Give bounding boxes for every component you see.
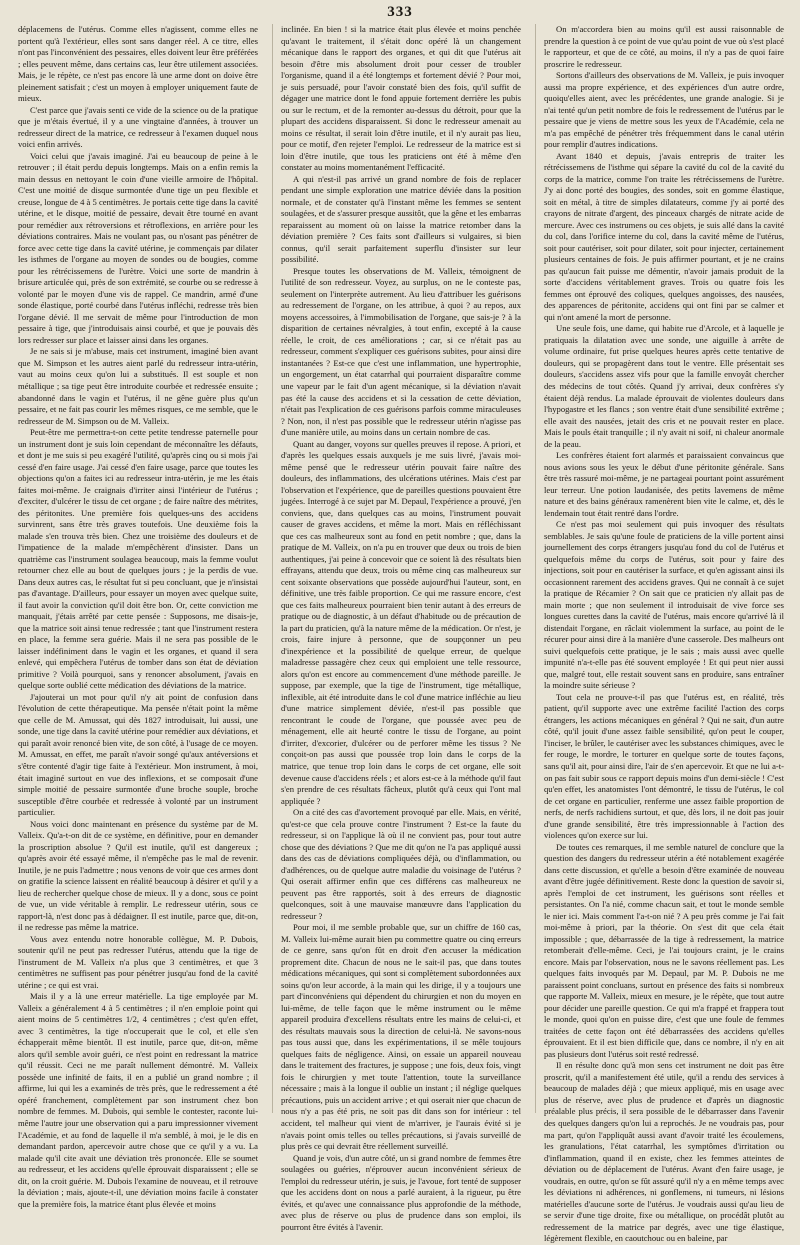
paragraph: C'est parce que j'avais senti ce vide de la science ou de la pratique que je m'étais évertué, il y a une vingtaine d'années, à trouver un redresseur direct de la matrice, ce redresseur à l'examen duquel nous voici enfin arrivés. [18, 104, 258, 150]
paragraph: Quand je vois, d'un autre côté, un si grand nombre de femmes être soulagées ou guéries, n'éprouver aucun inconvénient sérieux de l'emploi du redresseur utérin, je suis, je l'avoue, fort tenté de supposer que les accidens dont on nous a parlé auraient, à la rigueur, pu être évités, et qu'avec une connaissance plus approfondie de la méthode, avec plus de réserve ou plus de prudence dans son emploi, ils pourront être évités à l'avenir. [281, 1152, 521, 1232]
paragraph: Une seule fois, une dame, qui habite rue d'Arcole, et à laquelle je pratiquais la dilatation avec une sonde, une aiguille à arrête de volume ordinaire, fut prise quelques heures après cette tentative de douleurs, qui se propagèrent dans tout le ventre. Elle présentait ses douleurs, s'accidens assez vifs pour que la famille envoyât chercher des médecins de tout côtés. Quand j'y arrivai, deux confrères s'y étaient déjà rendus. La malade éprouvait de violentes douleurs dans l'hypogastre et les flancs ; son ventre était d'une sensibilité extrême ; elle avait des nausées, jetait des cris et ne pouvait rester en place. Mais le pouls était tranquille ; il n'y avait ni soif, ni chaleur anormale de la peau. [544, 323, 784, 449]
paragraph: Mais il y a là une erreur matérielle. La tige employée par M. Valleix a généralement 4 à 5 centimètres ; il n'en emploie point qui aient moins de 5 centimètres 1/2, 4 centimètres ; c'est qu'en effet, avec 3 centimètres, la tige n'occuperait que le col, et elle s'en échapperait même bientôt. Il est inutile, parce que, dit-on, même alors qu'il semble avoir guéri, ce n'est point en redressant la matrice qu'il réussit. Ceci ne me paraît nullement démontré. M. Valleix possède une infinité de faits, il en a publié un grand nombre ; il affirme, lui qui les a examinés de très près, que le redressement a été opéré franchement, complètement par son instrument chez bon nombre de femmes. M. Dubois, qui semble le contester, raconte lui-même l'autre jour une observation qui a paru impressionner vivement l'Académie, et au fond de laquelle il m'a semblé, à moi, je le dis en demandant pardon, apercevoir autre chose que ce qu'il y a vu. La malade qu'il cite avait une déviation très prononcée. Elle se soumet au redresseur, et les accidens qu'elle éprouvait disparaissent ; elle se dit, on la croit guérie. M. Dubois l'examine de nouveau, et il retrouve la déviation ; mais, ajoute-t-il, une déviation moins facile à constater que la première fois, la matrice étant plus élevée et moins [18, 991, 258, 1209]
paragraph: On m'accordera bien au moins qu'il est aussi raisonnable de prendre la question à ce point de vue qu'au point de vue où s'est placé le rapporteur, et que de ce côté, au moins, il n'y a pas de quoi faire proscrire le redresseur. [544, 24, 784, 69]
paragraph: Peut-être me permettra-t-on cette petite tendresse paternelle pour un instrument dont je suis loin cependant de méconnaître les défauts, et dont je me suis si peu exagéré l'utilité, qu'après cinq ou si mois j'ai cessé d'en faire usage. J'ai cessé d'en faire usage, parce que toutes les objections qu'on a faites ici au redresseur intra-utérin, je me les étais faites moi-même. Je craignais d'irriter ainsi l'intérieur de l'utérus ; d'exciter, d'ulcérer le tissu de cet organe ; de faire naître des métrites, des péritonites. Une première fois quelques-uns des accidens survinrent, sans être très graves toutefois. Une deuxième fois la malade s'en trouva très bien. Chez une troisième des douleurs et de l'impatience de la malade m'empêchèrent d'insister. Dans un quatrième cas l'instrument soulagea beaucoup, mais la femme voulut retourner chez elle au bout de quelques jours ; je la perdis de vue. Dans deux autres cas, le résultat fut si peu concluant, que je n'insistai pas d'avantage. D'ailleurs, pour essayer un moyen avec quelque suite, il faut avoir la conviction qu'il doit être bon. Or, cette conviction me manquait, j'étais arrêté par cette pensée : Supposons, me disais-je, que la matrice soit ainsi tenue redressée ; tant que l'instrument restera en place, la femme sera guérie. Mais il ne sera pas possible de le laisser indéfiniment dans le vagin et les organes, et quand il sera enlevé, qui empêchera l'utérus de tomber dans son état de déviation primitive ? Voilà pourquoi, sans y renoncer absolument, j'avais en quelque sorte oublié cette médication des déviations de la matrice. [18, 427, 258, 691]
paragraph: Presque toutes les observations de M. Valleix, témoignent de l'utilité de son redresseur. Voyez, au surplus, on ne le conteste pas, seulement on l'interprète autrement. Au lieu d'attribuer les guérisons au redressement de l'organe, on les attribue, à quoi ? au repos, aux moyens accessoires, à l'immobilisation de l'organe, que sais-je ? à la disparition de certaines névralgies, à tout enfin, excepté à la cause réelle, le croit, de ces améliorations ; car, si ce n'était pas au redresseur, comment s'expliquer ces guérisons subites, pour ainsi dire instantanées ? Est-ce que c'est une inflammation, une hypertrophie, un engorgement, un état catarrhal qui pourraient disparaître comme une vapeur par le fait d'un agent mécanique, si la déviation n'avait pas été la cause des accidens et si la cessation de cette déviation, n'était pas l'explication de ces guérisons parfois comme miraculeuses ? Non, non, il n'est pas possible que le redresseur utérin n'agisse pas d'une manière utile, au moins dans un certain nombre de cas. [281, 265, 521, 438]
paragraph: Sortons d'ailleurs des observations de M. Valleix, je puis invoquer aussi ma propre expérience, et des expériences d'un autre ordre, quoiqu'elles aient, avec les précédentes, une grande analogie. Si je n'ai tenté qu'un petit nombre de fois le redressement de l'utérus par le pessaire que je viens de mettre sous les yeux de l'Académie, cela ne m'a pas empêché de pénétrer très fréquemment dans le canal utérin pour remplir d'autres indications. [544, 70, 784, 150]
page-number: 333 [387, 4, 413, 20]
paragraph: Il en résulte donc qu'à mon sens cet instrument ne doit pas être proscrit, qu'il a manifestement été utile, qu'il a rendu des services à beaucoup de malades déjà ; que mieux appliqué, mis en usage avec plus de réserve, avec plus de prudence et d'après un diagnostic préalable plus précis, il sera possible de le débarrasser dans l'avenir des quelques dangers qu'on lui a reprochés. Je ne voudrais pas, pour ma part, qu'on l'appliquât aussi avant d'avoir traité les écoulemens, les granulations, l'état catarrhal, les symptômes d'irritation ou d'inflammation, quand il en existe, chez les femmes atteintes de déviation ou de déplacement de l'utérus. Avant d'en faire usage, je voudrais, en outre, qu'on se fût assuré qu'il n'y a en même temps avec les déviations ni adhérences, ni gonflemens, ni tumeurs, ni lésions matérielles d'aucune sorte de l'utérus. Je voudrais aussi qu'au lieu de se servir d'une tige droite, fixe ou métallique, on procédât plutôt au redressement de la matrice par degrés, avec une tige élastique, légèrement flexible, en caoutchouc ou en baleine, par [544, 1060, 784, 1244]
paragraph: A qui n'est-il pas arrivé un grand nombre de fois de replacer pendant une simple exploration une matrice déviée dans la position normale, et de constater qu'à l'instant même les femmes se sentent soulagées, et de s'assurer presque aussitôt, que la gêne et les embarras reparaissent au moment où on laisse la matrice retomber dans la déviation première ? Ces faits sont d'ailleurs si vulgaires, si bien connus, qu'il serait parfaitement superflu d'insister sur leur possibilité. [281, 173, 521, 265]
paragraph: Vous avez entendu notre honorable collègue, M. P. Dubois, soutenir qu'il ne peut pas redresser l'utérus, attendu que la tige de l'instrument de M. Valleix n'a plus que 3 centimètres, et que 3 centimètres ne suffisent pas pour pénétrer jusqu'au fond de la cavité utérine ; ce qui est vrai. [18, 933, 258, 990]
paragraph: Pour moi, il me semble probable que, sur un chiffre de 160 cas, M. Valleix lui-même aurait bien pu commettre quatre ou cinq erreurs de ce genre, sans qu'on fût en droit d'en accuser la médication proprement dite. Chacun de nous ne le sait-il pas, que dans toutes médications mécaniques, qui sont si complètement subordonnées aux soins qu'on leur accorde, à la main qui les dirige, il y a toujours une part d'inconvéniens qui dépendent du chirurgien et non du moyen en lui-même, de telle façon que le même instrument ou le même appareil produira d'excellens résultats entre les mains de celui-ci, et des résultats mauvais sous la direction de celui-là. Ne savons-nous pas tous aussi que, dans les expérimentations, il se mêle toujours quelques faits de négligence. Ainsi, on essaie un appareil nouveau dans le traitement des fractures, je suppose ; une fois, deux fois, vingt fois le chirurgien y met toute l'attention, toute la surveillance nécessaire ; mais à la longue il oublie un instant ; il néglige quelques précautions, puis un accident arrive ; et qui oserait nier que chacun de nous n'y a pas été pris, ne soit pas dit dans son for intérieur : tel accident, tel malheur qui vient de m'arriver, je l'aurais évité si je n'avais point omis telles ou telles précautions, si j'avais surveillé de plus près ce qui devrait être réellement surveillé. [281, 922, 521, 1152]
paragraph: inclinée. En bien ! si la matrice était plus élevée et moins penchée qu'avant le traitement, il s'était donc opéré là un changement mécanique dans le rapport des organes, et qui dit que l'utérus ait besoin d'être mis absolument droit pour cesser de troubler l'organisme, quand il a été longtemps et fortement dévié ? Pour moi, je suis persuadé, pour l'avoir constaté bien des fois, qu'il suffit de dégager une matrice dont le fond appuie fortement derrière les pubis ou sur le rectum, et de la remonter au-dessus du détroit, pour que la plupart des accidens disparaissent. Si donc le redresseur amenait au moins ce résultat, il serait loin d'être inutile, et il n'y aurait pas lieu, pour ce motif, d'en rejeter l'emploi. Le redresseur de la matrice est si loin d'être inutile, que tous les praticiens ont été à même d'en constater au moins momentanément l'efficacité. [281, 24, 521, 173]
paragraph: Quant au danger, voyons sur quelles preuves il repose. A priori, et d'après les quelques essais auxquels je me suis livré, j'avais moi-même pensé que le redresseur utérin pouvait faire naître des douleurs, des inflammations, des ulcérations utérines. Mais c'est par l'observation et l'expérience, que de pareilles questions pouvaient être jugées. Interrogé à ce sujet par M. Depaul, l'expérience a prouvé, j'en conviens, que, dans quelques cas au moins, l'instrument pouvait causer de graves accidens, et même la mort. Mais en réfléchissant que ces cas malheureux sont au fond en petit nombre ; que, dans la pratique de M. Valleix, on n'a pu en trouver que deux ou trois de bien authentiques, j'ai peine à concevoir que ce soient là des résultats bien effrayans, attendu que deux, trois ou même cinq cas malheureux sur cent soixante observations que possède aujourd'hui l'auteur, sont, en définitive, une très faible proportion. Ce qui me rassure encore, c'est que ces faits malheureux pourraient bien tenir autant à des erreurs de pratique ou de diagnostic, à un défaut d'habitude ou de précaution de la part du praticien, qu'à la nature même de la médication. Or n'est, je crois, faire injure à personne, que de soupçonner un peu d'inexpérience et la possibilité de quelque erreur, de quelque maladresse passagère chez ceux qui emploient une telle ressource, alors qu'on est encore au commencement d'une méthode pareille. Je suppose, par exemple, que la tige de l'instrument, tige métallique, inflexible, ait été introduite dans le col d'une matrice infléchie au lieu d'une matrice simplement déviée, n'est-il pas possible que rencontrant le coude de l'organe, que poussée avec peu de ménagement, elle ait heurté contre le tissu de l'organe, au point d'irriter, d'excorier, d'ulcérer ou de perforer même les tissus ? Ne conçoit-on pas aussi que poussée trop loin dans le corps de la matrice, que tenue trop loin dans le corps de cet organe, elle soit devenue cause d'accidens réels ; et alors est-ce à la méthode qu'il faut s'en prendre de ces résultats fâcheux, plutôt qu'à ceux qui l'ont mal appliquée ? [281, 438, 521, 806]
text-columns [18, 24, 784, 1244]
paragraph: Voici celui que j'avais imaginé. J'ai eu beaucoup de peine à le retrouver ; il était perdu depuis longtemps. Mais on a enfin remis la main dessus en nettoyant le coin d'une vieille armoire de l'hôpital. C'est une moitié de disque surmontée d'une tige un peu flexible et creuse, longue de 4 à 5 centimètres. Je portais cette tige dans la cavité utérine, et le disque, moitié de pessaire, devait être tourné en avant pour remédier aux rétroversions et rétroflexions, en arrière pour les déviations contraires. Mais ne voulant pas, ou n'osant pas pénétrer de force avec cette tige dans la cavité utérine, je commençais par dilater les isthmes de l'organe au moyen de sondes ou de bougies, comme pour les rétrécissemens de l'urètre. Voici une sorte de mandrin à brisure articulée qui, près de son extrémité, se courbe ou se redresse à volonté par le moyen d'une vis de rappel. Ce mandrin, armé d'une sonde élastique, porté courbé dans l'utérus infléchi, redresse très bien l'organe dévié. Il me servait de même pour l'introduction de mon pessaire à tige, que j'introduisais ainsi courbé, et que je pouvais dès lors redresser sur place et laisser ainsi dans les organes. [18, 150, 258, 345]
paragraph: Nous voici donc maintenant en présence du système par de M. Valleix. Qu'a-t-on dit de ce système, en définitive, pour en demander la proscription absolue ? Qu'il est inutile, qu'il est dangereux ; qu'après avoir été essayé même, il n'empêche pas le mal de revenir. Inutile, je ne puis l'admettre ; nous venons de voir que ces armes dont on gratifie la science laissent en réalité beaucoup à désirer et qu'il y a lieu de rechercher quelque chose de mieux. Il y a donc, sous ce point de vue, un vide véritable à remplir. Le redresseur utérin, sous ce rapport-là, n'est donc pas à dédaigner. Il est inutile, parce que, dit-on, il ne redresse pas même la matrice. [18, 818, 258, 933]
column-left [18, 24, 258, 1209]
column-middle [272, 24, 521, 1232]
column-right [535, 24, 784, 1244]
paragraph: On a cité des cas d'avortement provoqué par elle. Mais, en vérité, qu'est-ce que cela prouve contre l'instrument ? Est-ce la faute du redresseur, si on l'applique là où il ne convient pas, pour tout autre chose que des déviations ? Que me dit qu'on ne l'a pas appliqué aussi dans des cas de déviations compliquées déjà, ou d'inflammation, ou d'adhérences, ou de quelque autre maladie du voisinage de l'utérus ? Qui oserait affirmer enfin que ces différens cas malheureux ne peuvent pas être rapportés, soit à des erreurs de diagnostic quelconques, soit à une mauvaise manœuvre dans l'application du redresseur ? [281, 807, 521, 921]
paragraph: Je ne sais si je m'abuse, mais cet instrument, imaginé bien avant que M. Simpson et les autres aient parlé du redresseur intra-utérin, vaut au moins ceux qu'on lui a substitués. Il est souple et non métallique ; sa tige peut être introduite courbée et redressée ensuite ; abandonné dans le vagin et l'utérus, il ne gêne guère plus qu'un pessaire, et ne fait pas courir les mêmes risques, ce me semble, que le redresseur de M. Simpson ou de M. Valleix. [18, 346, 258, 426]
paragraph: Tout cela ne prouve-t-il pas que l'utérus est, en réalité, très patient, qu'il supporte avec une extrême facilité l'action des corps étrangers, les actions mécaniques en général ? Qui ne sait, d'un autre côté, qu'il jouit d'une assez faible sensibilité, qu'on peut le couper, l'inciser, le brûler, le cautériser avec les substances chimiques, avec le fer rouge, le mordre, le torturer en quelque sorte de toutes façons, sans qu'il ait, pour ainsi dire, l'air de s'en apercevoir. Et que ne lui a-t-on pas fait subir sous ce rapport depuis moins d'un demi-siècle ! C'est qu'en effet, les anatomistes l'ont démontré, le tissu de l'utérus, le col de cet organe en particulier, renferme une assez faible proportion de nerfs, de nerfs rachidiens surtout, et que, dès lors, il ne doit pas jouir d'une grande sensibilité, être très impressionnable à l'action des violences qu'on exerce sur lui. [544, 691, 784, 841]
paragraph: Les confrères étaient fort alarmés et paraissaient convaincus que nous avions sous les yeux le début d'une péritonite générale. Sans être très rassuré moi-même, je ne partageai pourtant point assurément leur terreur. Une potion laudanisée, des petits lavemens de même nature et des bains généraux ramenèrent bien vite le calme, et, dès le lendemain tout était rentré dans l'ordre. [544, 450, 784, 518]
paragraph: déplacemens de l'utérus. Comme elles n'agissent, comme elles ne portent qu'à l'extérieur, elles sont sans danger réel. A ce titre, elles n'ont pas l'inconvénient des pessaires, elles doivent leur être préférées ; elles peuvent même, dans certains cas, leur être utilement associées. Mais, je le répète, ce n'est pas encore là une arme dont on doive être pleinement satisfait ; c'est un moyen à employer uniquement faute de mieux. [18, 24, 258, 104]
paragraph: Ce n'est pas moi seulement qui puis invoquer des résultats semblables. Je sais qu'une foule de praticiens de la ville portent ainsi journellement des corps étrangers jusqu'au fond du col de l'utérus et quelquefois même du corps de l'utérus, soit pour y faire des injections, soit pour en cautériser la surface, et qu'en agissant ainsi ils occasionnent rarement des accidens graves. Qui ne connaît à ce sujet la pratique de Récamier ? On sait que ce praticien n'y allait pas de main morte ; que non seulement il introduisait de vive force ses longues curettes dans la cavité de l'utérus, mais encore qu'arrivé là il distendait l'organe, en râclait violemment la surface, au point de le récurer pour ainsi dire à la manière d'une casserole. Des malheurs ont suivi quelquefois cette pratique, je le sais ; mais aussi avec quelle impunité n'a-t-elle pas été souvent employée ! Et qui peut nier aussi que, malgré tout, elle restait souvent sans en produire, sans entraîner la moindre suite sérieuse ? [544, 519, 784, 691]
paragraph: J'ajouterai un mot pour qu'il n'y ait point de confusion dans l'évolution de cette thérapeutique. Ma pensée n'était point la même que celle de M. Amussat, qui dès 1827 introduisait, lui aussi, une sonde, une tige dans la cavité utérine pour remédier aux déviations, et qui paraît avoir renoncé bien vite, de son côté, à l'usage de ce moyen. M. Amussat, en effet, me paraît n'avoir songé qu'aux antéversions et s'être contenté d'agir tige faite à l'extérieur. Mon instrument, à moi, était imaginé surtout en vue des inflexions, et se composait d'une simple moitié de pessaire surmontée d'une broche souple, broche susceptible d'être courbée et redressée à volonté par un instrument particulier. [18, 691, 258, 818]
paragraph: De toutes ces remarques, il me semble naturel de conclure que la question des dangers du redresseur utérin a été notablement exagérée dans cette discussion, et qu'elle a besoin d'être examinée de nouveau avant d'être jugée définitivement. Reste donc la question de savoir si, après l'emploi de cet instrument, les guérisons sont réelles et persistantes. On l'a nié, comme chacun sait, et tout le monde semble le nier ici. Mais comment l'a-t-on nié ? A peu près comme je l'ai fait moi-même à priori, par la théorie. On s'est dit que cela était impossible ; que, débarrassée de la tige à redressement, la matrice retomberait d'elle-même. Ceci, je l'ai toujours craint, je le crains encore. Mais par l'observation, nous ne le savons réellement pas. Les quelques faits invoqués par M. Depaul, par M. P. Dubois ne me paraissent point concluans, surtout en présence des faits si nombreux que rapporte M. Valleix, mieux en mesure, je le répète, que tout autre pour décider une pareille question. Ce qui m'a frappé et frappera tout le monde, quoi qu'on en puisse dire, c'est que une foule de femmes traitées de cette façon ont été débarrassées des accidens qu'elles éprouvaient. Et il est bien difficile que, dans ce nombre, il n'y en ait pas plusieurs dont l'utérus soit resté redressé. [544, 841, 784, 1059]
paragraph: Avant 1840 et depuis, j'avais entrepris de traiter les rétrécissemens de l'isthme qui sépare la cavité du col de la cavité du corps de la matrice, comme l'on traite les rétrécissemens de l'urètre. J'y ai donc porté des bougies, des sondes, soit en gomme élastique, soit en métal, à titre de simples dilatateurs, comme j'y ai porté des crayons de nitrate d'argent, des pinceaux chargés de nitrate acide de mercure. Avec ces instrumens ou ces objets, je suis allé dans la cavité du col, dans l'orifice interne du col, dans la cavité même de l'utérus, soit pour cautériser, soit pour dilater, soit pour injecter, certainement plusieurs centaines de fois. Je puis affirmer pourtant, et je ne crains pas qu'aucun fait puisse me démentir, n'avoir jamais produit de la sorte d'accidens véritablement graves. Trois ou quatre fois les femmes ont éprouvé des coliques, quelques angoisses, des nausées, des apparences de péritonite, accidens qui ont fini par se calmer et qui n'ont amené la mort de personne. [544, 150, 784, 322]
